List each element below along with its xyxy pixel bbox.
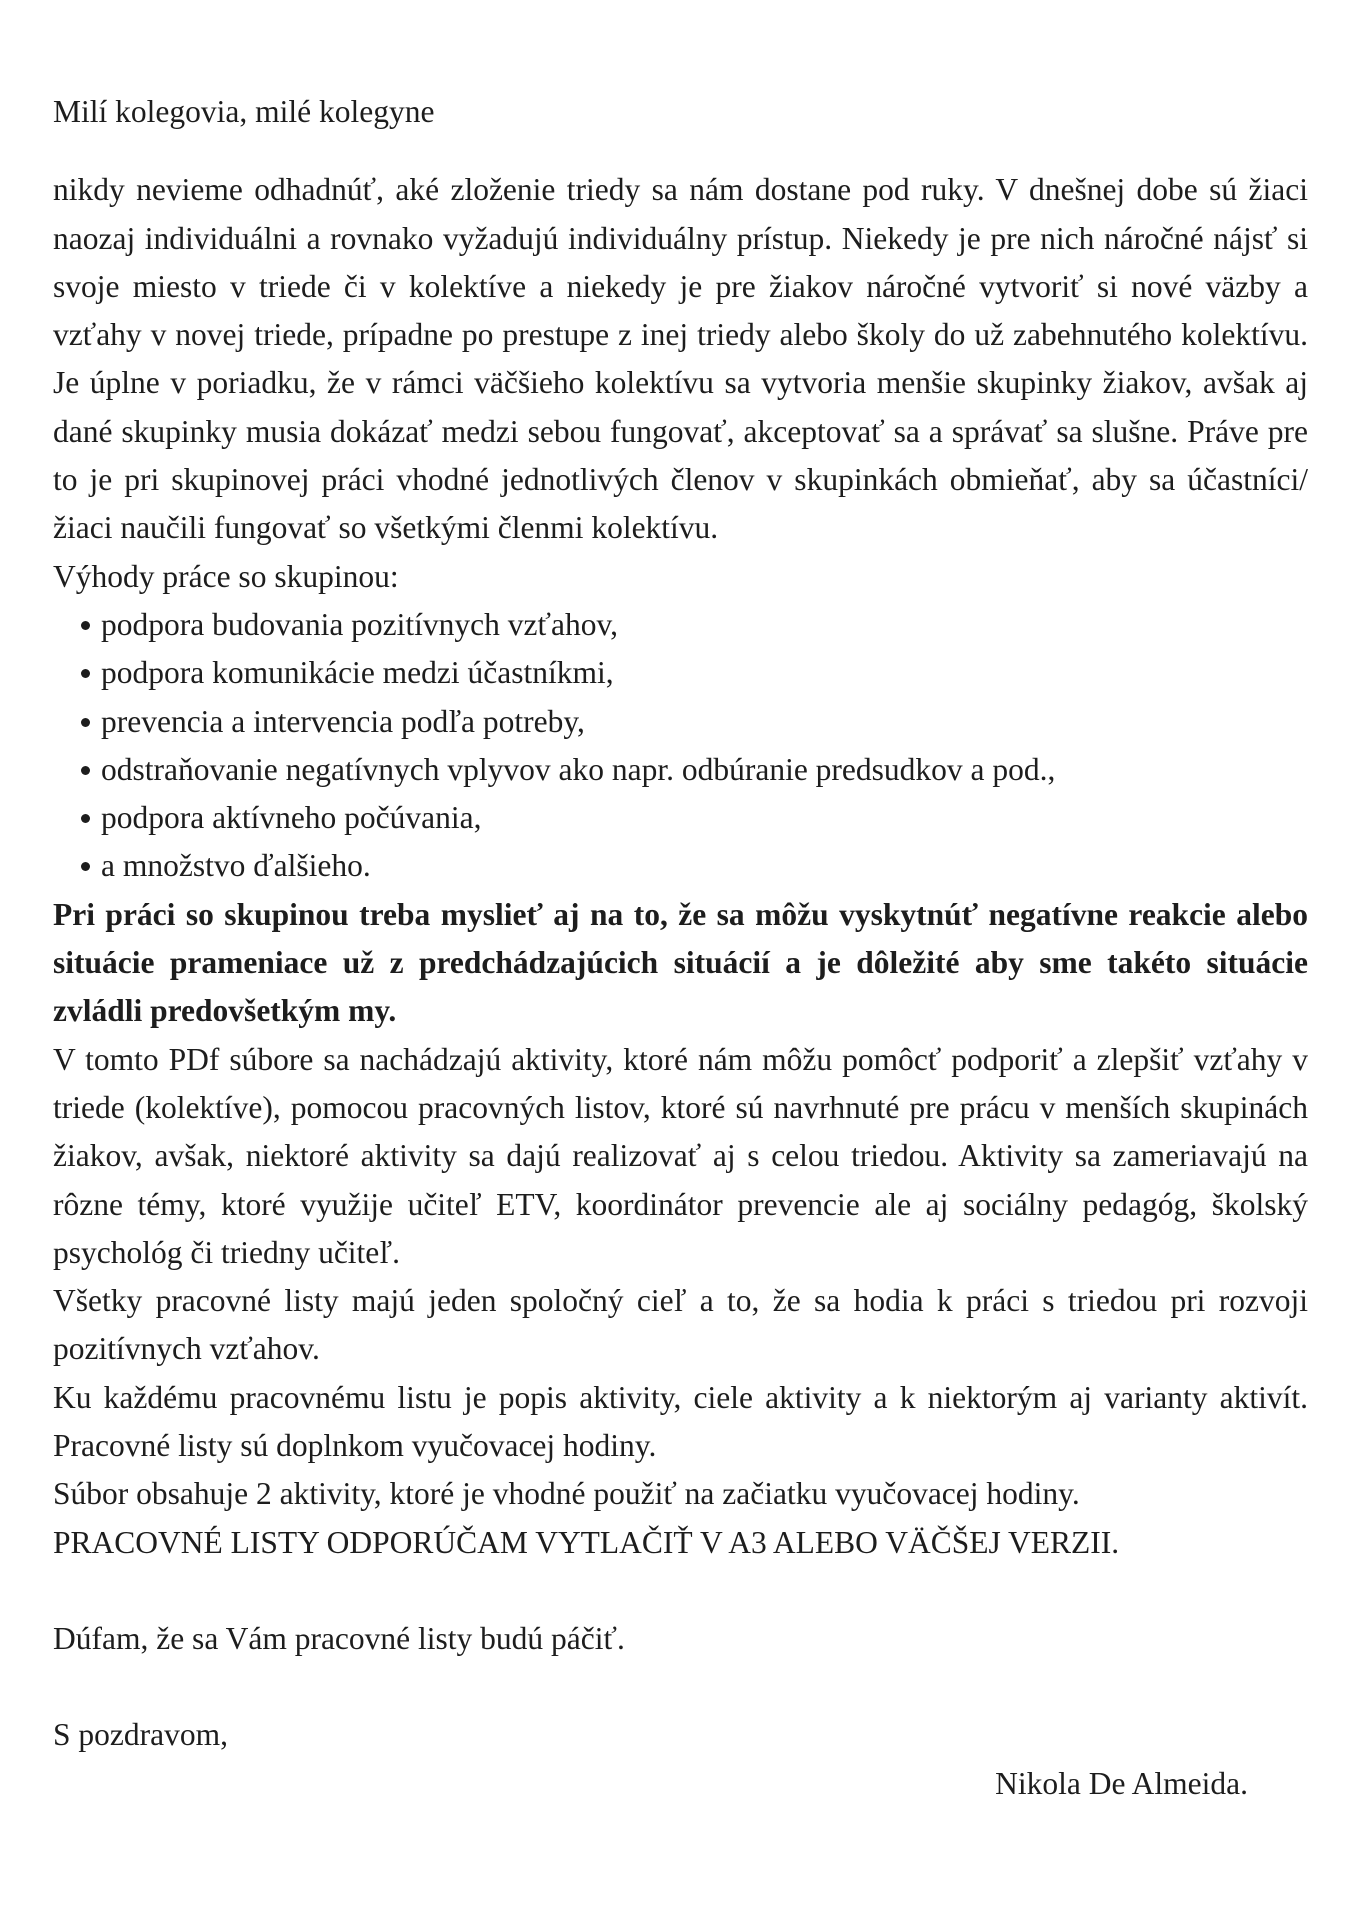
hope-line: Dúfam, že sa Vám pracovné listy budú páčiť.	[53, 1620, 625, 1656]
worksheet-info: Ku každému pracovnému listu je popis aktivity, ciele aktivity a k niektorým aj varianty aktivít. Pracovné listy sú doplnkom vyučovacej hodiny.	[53, 1379, 1308, 1464]
greeting: Milí kolegovia, milé kolegyne	[53, 94, 435, 129]
bullet-icon	[81, 669, 90, 678]
pdf-description: V tomto PDf súbore sa nachádzajú aktivity, ktoré nám môžu pomôcť podporiť a zlepšiť vzťahy v triede (kolektíve), pomocou pracovných listov, ktoré sú navrhnuté pre prácu v menších skupinách žiakov, avšak, niektoré aktivity sa dajú realizovať aj s celou triedou. Aktivity sa zameriavajú na rôzne témy, ktoré využije učiteľ ETV, koordinátor prevencie ale aj sociálny pedagóg, školský psychológ či triedny učiteľ.	[53, 1041, 1308, 1270]
list-item	[53, 794, 1308, 842]
closing: S pozdravom,	[53, 1717, 228, 1753]
intro-paragraph: nikdy nevieme odhadnúť, aké zloženie triedy sa nám dostane pod ruky. V dnešnej dobe sú žiaci naozaj individuálni a rovnako vyžadujú individuálny prístup. Niekedy je pre nich náročné nájsť si svoje miesto v triede či v kolektíve a niekedy je pre žiakov náročné vytvoriť si nové väzby a vzťahy v novej triede, prípadne po prestupe z inej triedy alebo školy do už zabehnutého kolektívu. Je úplne v poriadku, že v rámci väčšieho kolektívu sa vytvoria menšie skupinky žiakov, avšak aj dané skupinky musia dokázať medzi sebou fungovať, akceptovať sa a správať sa slušne. Práve pre to je pri skupinovej práci vhodné jednotlivých členov v skupinkách obmieňať, aby sa účastníci/žiaci naučili fungovať so všetkými členmi kolektívu.	[53, 172, 1308, 546]
benefit-text: a množstvo ďalšieho.	[101, 848, 371, 884]
benefit-text: odstraňovanie negatívnych vplyvov ako napr. odbúranie predsudkov a pod.,	[101, 751, 1056, 787]
bullet-icon	[81, 766, 90, 775]
bullet-icon	[81, 718, 90, 727]
signature: Nikola De Almeida.	[995, 1765, 1248, 1801]
bullet-icon	[81, 862, 90, 871]
common-goal: Všetky pracovné listy majú jeden spoločný cieľ a to, že sa hodia k práci s triedou pri rozvoji pozitívnych vzťahov.	[53, 1283, 1308, 1367]
bold-note: Pri práci so skupinou treba myslieť aj na to, že sa môžu vyskytnúť negatívne reakcie alebo situácie prameniace už z predchádzajúcich situácií a je dôležité aby sme takéto situácie zvládli predovšetkým my.	[53, 896, 1308, 1029]
benefits-list	[53, 601, 1308, 891]
bullet-icon	[81, 621, 90, 630]
list-item	[53, 601, 1308, 649]
benefit-text: podpora komunikácie medzi účastníkmi,	[101, 655, 614, 691]
list-item	[53, 746, 1308, 794]
bullet-icon	[81, 814, 90, 823]
benefit-text: prevencia a intervencia podľa potreby,	[101, 703, 585, 739]
benefits-heading: Výhody práce so skupinou:	[53, 558, 399, 594]
list-item	[53, 698, 1308, 746]
benefit-text: podpora budovania pozitívnych vzťahov,	[101, 606, 619, 642]
letter-page	[53, 88, 1308, 1808]
file-contents: Súbor obsahuje 2 aktivity, ktoré je vhodné použiť na začiatku vyučovacej hodiny.	[53, 1476, 1080, 1512]
print-note: PRACOVNÉ LISTY ODPORÚČAM VYTLAČIŤ V A3 ALEBO VÄČŠEJ VERZII.	[53, 1524, 1120, 1560]
list-item	[53, 649, 1308, 697]
list-item	[53, 842, 1308, 890]
benefit-text: podpora aktívneho počúvania,	[101, 800, 482, 836]
